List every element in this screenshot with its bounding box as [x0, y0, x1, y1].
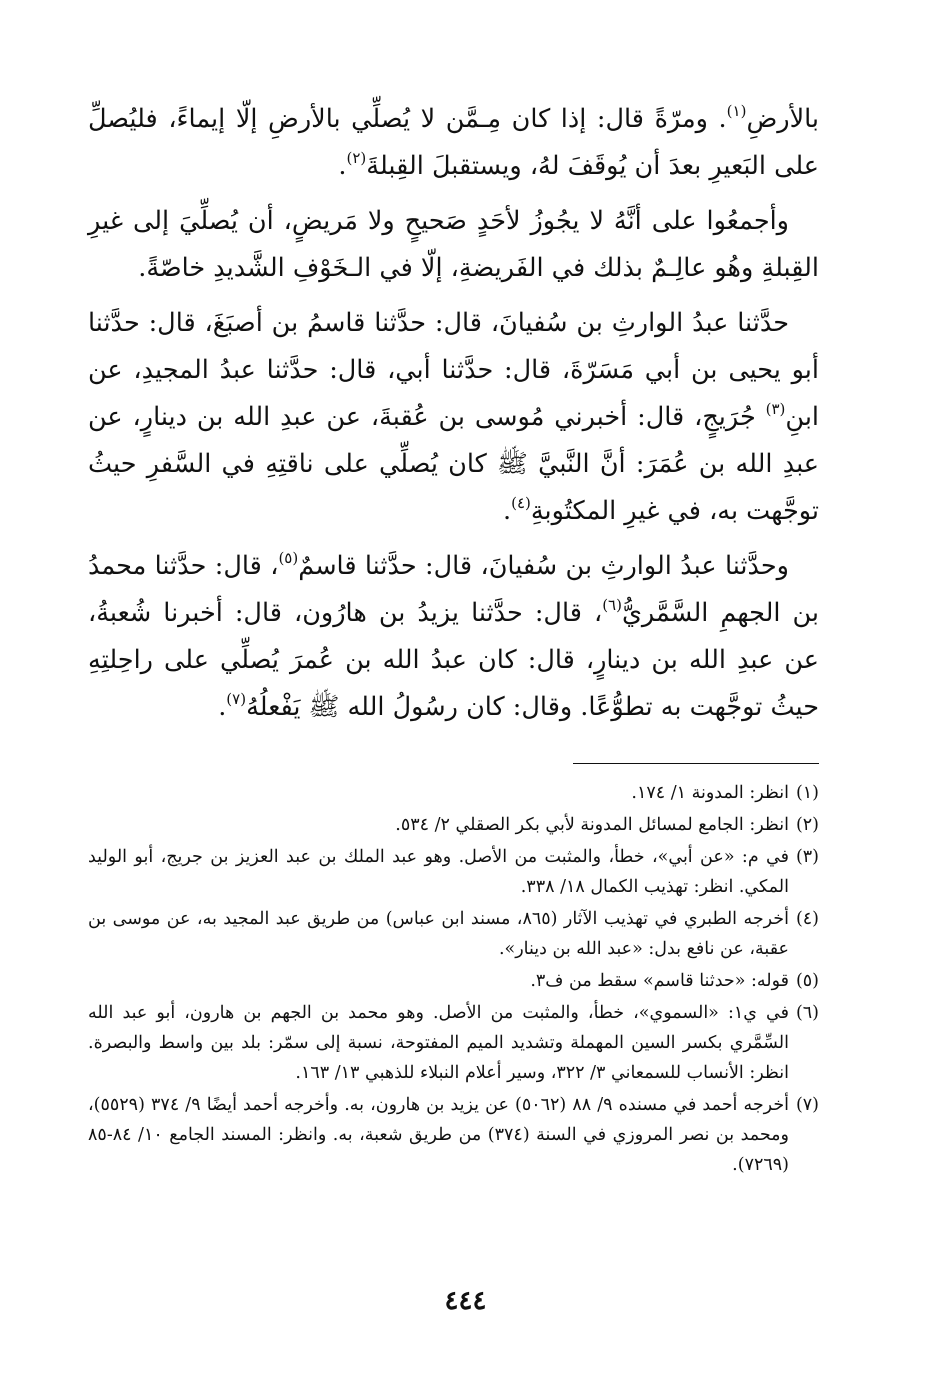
paragraph-1 — [88, 96, 819, 190]
p1-text-3: . — [338, 151, 347, 181]
footnote-text: قوله: «حدثنا قاسم» سقط من ف٣. — [530, 971, 789, 991]
footnote-text: انظر: المدونة ١/ ١٧٤. — [631, 783, 789, 803]
paragraph-2: وأجمعُوا على أنَّهُ لا يجُوزُ لأحَدٍ صَحيحٍ ولا مَريضٍ، أن يُصلِّيَ إلى غيرِ القِبلةِ وهُو عالِـمٌ بذلك في الفَريضةِ، إلّا في الـخَوْفِ الشَّديدِ خاصّةً. — [88, 206, 819, 283]
footnote-divider — [573, 763, 819, 764]
footnote-number: (٥) — [795, 971, 819, 991]
footnote-ref-6[interactable]: (٦) — [602, 595, 622, 614]
p3-text-2: جُرَيجٍ، قال: أخبرني مُوسى بن عُقبةَ، عن عبدِ الله بن دينارٍ، عن عبدِ الله بن عُمَرَ: أنَّ النَّبيَّ ﷺ كان يُصلِّي على ناقتِهِ في السَّفرِ حيثُ توجَّهت به، في غيرِ المكتُوبةِ — [88, 402, 819, 526]
p4-text-3: ، قال: حدَّثنا يزيدُ بن هارُون، قال: أخبرنا شُعبةُ، عن عبدِ الله بن دينارٍ، قال: كان عبدُ الله بن عُمرَ يُصلِّي على راحِلتِهِ حيثُ توجَّهت به تطوُّعًا. وقال: كان رسُولُ الله ﷺ يَفْعلُهُ — [88, 598, 819, 722]
footnotes — [88, 778, 819, 1182]
footnote-number: (٢) — [795, 815, 819, 835]
footnote-number: (٦) — [795, 1003, 819, 1023]
footnote-text: في م: «عن أبي»، خطأ، والمثبت من الأصل. وهو عبد الملك بن عبد العزيز بن جريج، أبو الوليد المكي. انظر: تهذيب الكمال ١٨/ ٣٣٨. — [88, 847, 789, 897]
paragraph-4 — [88, 543, 819, 731]
footnote-text: انظر: الجامع لمسائل المدونة لأبي بكر الصقلي ٢/ ٥٣٤. — [395, 815, 789, 835]
p4-text-2: ، قال: حدَّثنا محمدُ بن الجهمِ السَّمَّريُّ — [88, 551, 819, 628]
footnote-ref-1[interactable]: (١) — [726, 101, 747, 120]
p1-text-1: بالأرضِ — [746, 104, 819, 134]
footnote-number: (٧) — [795, 1095, 819, 1115]
footnote-text: أخرجه أحمد في مسنده ٩/ ٨٨ (٥٠٦٢) عن يزيد بن هارون، به. وأخرجه أحمد أيضًا ٩/ ٣٧٤ (٥٥٢٩)، ومحمد بن نصر المروزي في السنة (٣٧٤) من طريق شعبة، به. وانظر: المسند الجامع ١٠/ ٨٤-٨٥ (٧٢٦٩). — [88, 1095, 790, 1175]
footnote-7 — [88, 1090, 819, 1180]
footnote-text: أخرجه الطبري في تهذيب الآثار (٨٦٥، مسند ابن عباس) من طريق عبد المجيد به، عن موسى بن عقبة، عن نافع بدل: «عبد الله بن دينار». — [88, 909, 789, 959]
footnote-ref-4[interactable]: (٤) — [511, 493, 531, 512]
p3-text-3: . — [503, 496, 512, 526]
page-number: ٤٤٤ — [444, 1286, 487, 1316]
footnote-3 — [88, 842, 819, 902]
footnote-number: (٤) — [795, 909, 819, 929]
p4-text-1: وحدَّثنا عبدُ الوارثِ بن سُفيانَ، قال: حدَّثنا قاسمٌ — [298, 551, 789, 581]
main-text — [88, 96, 819, 731]
footnote-text: في ي١: «السموي»، خطأ، والمثبت من الأصل. وهو محمد بن الجهم بن هارون، أبو عبد الله السِّمَّري بكسر السين المهملة وتشديد الميم المفتوحة، نسبة إلى سمّر: بلد بين واسط والبصرة. انظر: الأنساب للسمعاني ٣/ ٣٢٢، وسير أعلام النبلاء للذهبي ١٣/ ١٦٣. — [88, 1003, 789, 1083]
footnote-4 — [88, 904, 819, 964]
footnote-1 — [88, 778, 819, 808]
footnote-6 — [88, 998, 819, 1088]
p1-text-2: . ومرّةً قال: إذا كان مِـمَّن لا يُصلِّي بالأرضِ إلّا إيماءً، فليُصلِّ على البَعيرِ بعدَ أن يُوقَفَ لهُ، ويستقبلَ القِبلةَ — [88, 104, 819, 181]
footnote-ref-5[interactable]: (٥) — [278, 548, 299, 567]
footnote-ref-3[interactable]: (٣) — [765, 399, 786, 418]
footnote-number: (٣) — [795, 847, 819, 867]
footnote-2 — [88, 810, 819, 840]
footnote-5 — [88, 966, 819, 996]
footnote-ref-7[interactable]: (٧) — [226, 689, 247, 708]
footnote-ref-2[interactable]: (٢) — [346, 148, 367, 167]
paragraph-3 — [88, 300, 819, 535]
footnote-number: (١) — [795, 783, 819, 803]
p3-text-1: حدَّثنا عبدُ الوارثِ بن سُفيانَ، قال: حدَّثنا قاسمُ بن أصبَغَ، قال: حدَّثنا أبو يحيى بن أبي مَسَرّةَ، قال: حدَّثنا أبي، قال: حدَّثنا عبدُ المجيدِ، عن ابنِ — [88, 308, 819, 432]
p4-text-4: . — [218, 692, 227, 722]
